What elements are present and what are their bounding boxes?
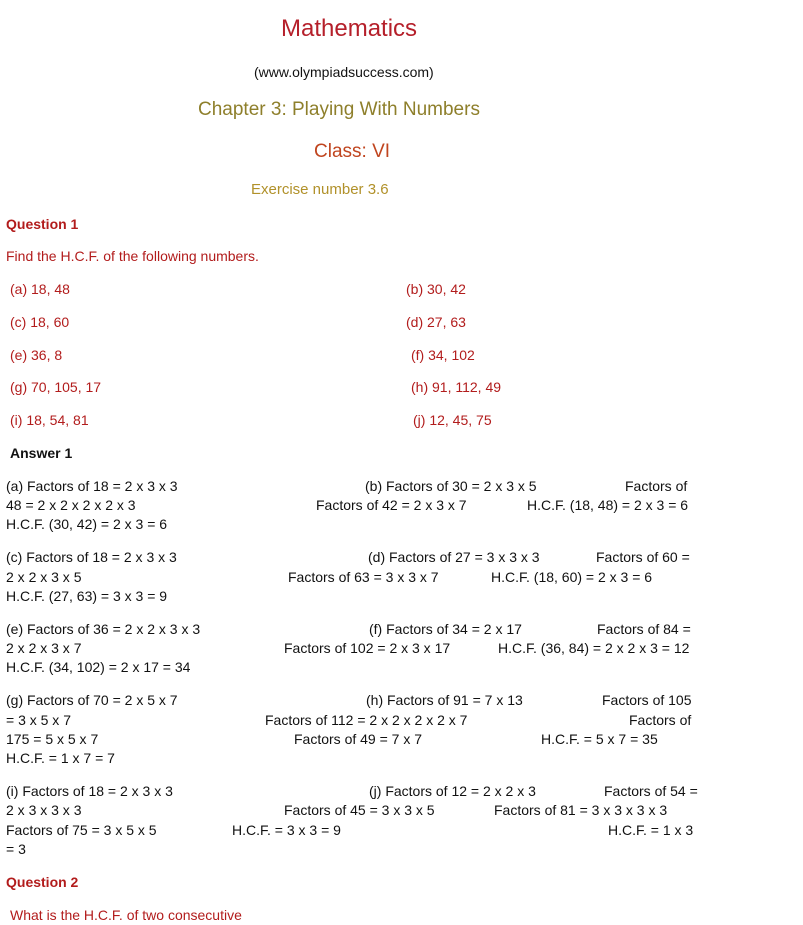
- answer-line: Factors of 42 = 2 x 3 x 7: [316, 497, 467, 513]
- question-part-f: (f) 34, 102: [411, 347, 475, 363]
- answer-line: (c) Factors of 18 = 2 x 3 x 3: [6, 549, 177, 565]
- answer-line: (b) Factors of 30 = 2 x 3 x 5: [365, 478, 537, 494]
- answer-line: H.C.F. (18, 60) = 2 x 3 = 6: [491, 569, 653, 585]
- question-part-i: (i) 18, 54, 81: [10, 412, 89, 428]
- answer-line: 2 x 3 x 3 x 3: [6, 802, 82, 818]
- answer-line: 2 x 2 x 3 x 5: [6, 569, 82, 585]
- answer-line: = 3: [6, 841, 26, 857]
- answer-line: Factors of: [625, 478, 688, 494]
- answer-line: H.C.F. (30, 42) = 2 x 3 = 6: [6, 516, 168, 532]
- answer-line: Factors of 49 = 7 x 7: [294, 731, 423, 747]
- answer-line: = 3 x 5 x 7: [6, 712, 71, 728]
- question-part-e: (e) 36, 8: [10, 347, 63, 363]
- question-part-h: (h) 91, 112, 49: [411, 379, 502, 395]
- question-1-heading: Question 1: [6, 216, 79, 232]
- question-part-g: (g) 70, 105, 17: [10, 379, 102, 395]
- answer-line: H.C.F. = 1 x 7 = 7: [6, 750, 115, 766]
- answer-line: (a) Factors of 18 = 2 x 3 x 3: [6, 478, 178, 494]
- answer-line: Factors of 63 = 3 x 3 x 7: [288, 569, 439, 585]
- answer-line: H.C.F. (27, 63) = 3 x 3 = 9: [6, 588, 168, 604]
- question-part-b: (b) 30, 42: [406, 281, 466, 297]
- question-2-heading: Question 2: [6, 874, 79, 890]
- answer-1-heading: Answer 1: [10, 445, 73, 461]
- answer-line: 175 = 5 x 5 x 7: [6, 731, 99, 747]
- answer-line: 2 x 2 x 3 x 7: [6, 640, 82, 656]
- answer-line: H.C.F. (36, 84) = 2 x 2 x 3 = 12: [498, 640, 690, 656]
- question-part-d: (d) 27, 63: [406, 314, 466, 330]
- question-2-prompt: What is the H.C.F. of two consecutive: [10, 907, 242, 923]
- answer-line: (f) Factors of 34 = 2 x 17: [369, 621, 522, 637]
- answer-line: H.C.F. (18, 48) = 2 x 3 = 6: [527, 497, 689, 513]
- exercise-label: Exercise number 3.6: [251, 181, 389, 198]
- answer-line: Factors of 84 =: [597, 621, 691, 637]
- answer-line: (d) Factors of 27 = 3 x 3 x 3: [368, 549, 540, 565]
- answer-line: 48 = 2 x 2 x 2 x 2 x 3: [6, 497, 136, 513]
- class-label: Class: VI: [314, 141, 391, 162]
- answer-line: Factors of: [629, 712, 692, 728]
- question-part-a: (a) 18, 48: [10, 281, 70, 297]
- answer-line: (j) Factors of 12 = 2 x 2 x 3: [369, 783, 536, 799]
- chapter-title: Chapter 3: Playing With Numbers: [198, 99, 480, 120]
- answer-line: H.C.F. (34, 102) = 2 x 17 = 34: [6, 659, 191, 675]
- answer-line: Factors of 75 = 3 x 5 x 5: [6, 822, 157, 838]
- answer-line: (e) Factors of 36 = 2 x 2 x 3 x 3: [6, 621, 201, 637]
- answer-line: Factors of 81 = 3 x 3 x 3 x 3: [494, 802, 668, 818]
- answer-line: (i) Factors of 18 = 2 x 3 x 3: [6, 783, 173, 799]
- answer-line: H.C.F. = 3 x 3 = 9: [232, 822, 341, 838]
- answer-line: H.C.F. = 1 x 3: [608, 822, 694, 838]
- website-url: (www.olympiadsuccess.com): [254, 64, 434, 80]
- page-title: Mathematics: [281, 15, 418, 42]
- question-part-c: (c) 18, 60: [10, 314, 70, 330]
- answer-line: Factors of 105: [602, 692, 692, 708]
- answer-line: Factors of 112 = 2 x 2 x 2 x 2 x 7: [265, 712, 468, 728]
- answer-line: (h) Factors of 91 = 7 x 13: [366, 692, 523, 708]
- answer-line: Factors of 45 = 3 x 3 x 5: [284, 802, 435, 818]
- answer-line: H.C.F. = 5 x 7 = 35: [541, 731, 658, 747]
- answer-line: Factors of 60 =: [596, 549, 690, 565]
- question-part-j: (j) 12, 45, 75: [413, 412, 492, 428]
- answer-line: Factors of 54 =: [604, 783, 698, 799]
- answer-line: (g) Factors of 70 = 2 x 5 x 7: [6, 692, 178, 708]
- answer-line: Factors of 102 = 2 x 3 x 17: [284, 640, 451, 656]
- question-1-prompt: Find the H.C.F. of the following numbers.: [6, 248, 259, 264]
